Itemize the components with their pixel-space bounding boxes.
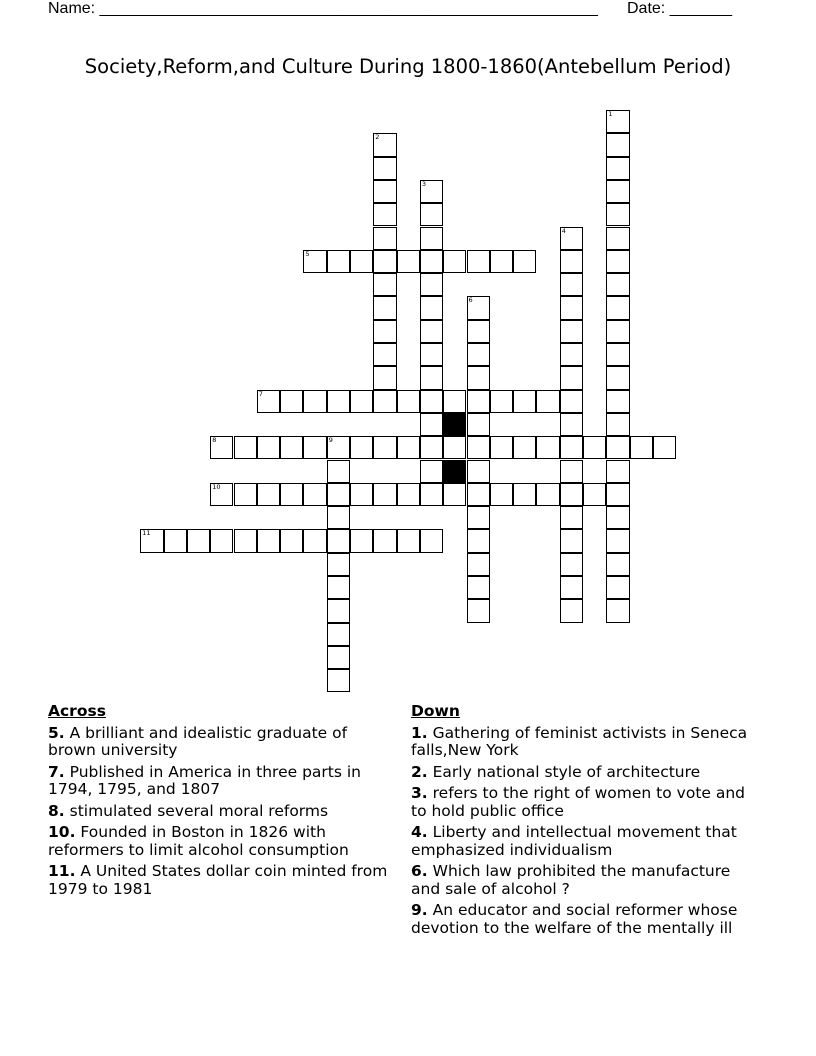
clue-number: 1 — [608, 110, 613, 118]
grid-cell[interactable] — [560, 390, 583, 413]
grid-cell[interactable] — [606, 390, 629, 413]
clue-number: 11 — [142, 529, 151, 538]
grid-cell[interactable] — [606, 157, 629, 180]
grid-cell[interactable] — [327, 669, 350, 692]
across-clue: 8. stimulated several moral reforms — [48, 801, 329, 820]
page-title: Society,Reform,and Culture During 1800-1860(Antebellum Period) — [84, 55, 732, 78]
clue-number: 2 — [375, 133, 380, 142]
grid-cell[interactable] — [560, 506, 583, 529]
grid-cell[interactable] — [606, 320, 629, 343]
grid-cell[interactable] — [420, 180, 443, 203]
grid-cell[interactable] — [373, 250, 396, 273]
grid-cell[interactable] — [560, 436, 583, 459]
grid-cell[interactable] — [350, 436, 373, 459]
grid-cell[interactable] — [257, 483, 280, 506]
clue-number: 4 — [561, 226, 566, 235]
grid-cell[interactable] — [606, 460, 629, 483]
grid-cell[interactable] — [420, 227, 443, 250]
grid-cell[interactable] — [327, 553, 350, 576]
grid-cell[interactable] — [467, 250, 490, 273]
grid-cell[interactable] — [560, 529, 583, 552]
grid-cell[interactable] — [560, 320, 583, 343]
down-clue: 9. An educator and social reformer whose devotion to the welfare of the mentally ill — [411, 901, 738, 937]
grid-cell[interactable] — [397, 483, 420, 506]
clue-number: 9 — [328, 436, 333, 445]
grid-cell[interactable] — [234, 436, 257, 459]
grid-cell[interactable] — [303, 250, 326, 273]
down-heading: Down — [411, 702, 460, 720]
grid-cell[interactable] — [420, 296, 443, 319]
grid-cell[interactable] — [350, 390, 373, 413]
grid-cell[interactable] — [490, 250, 513, 273]
grid-cell[interactable] — [420, 273, 443, 296]
grid-cell[interactable] — [560, 250, 583, 273]
grid-cell[interactable] — [280, 436, 303, 459]
grid-cell[interactable] — [467, 436, 490, 459]
grid-cell[interactable] — [420, 460, 443, 483]
grid-cell[interactable] — [606, 296, 629, 319]
across-clue: 7. Published in America in three parts in 1794, 1795, and 1807 — [48, 762, 362, 798]
grid-cell[interactable] — [420, 483, 443, 506]
clue-number: 5 — [305, 249, 310, 258]
grid-cell[interactable] — [187, 529, 210, 552]
grid-cell[interactable] — [280, 483, 303, 506]
grid-cell[interactable] — [373, 296, 396, 319]
grid-cell[interactable] — [350, 250, 373, 273]
grid-cell[interactable] — [420, 343, 443, 366]
grid-cell[interactable] — [513, 390, 536, 413]
grid-cell[interactable] — [583, 436, 606, 459]
across-clue: 5. A brilliant and idealistic graduate of brown university — [48, 723, 348, 759]
grid-cell[interactable] — [303, 390, 326, 413]
grid-cell[interactable] — [560, 553, 583, 576]
grid-cell[interactable] — [373, 273, 396, 296]
grid-cell[interactable] — [420, 203, 443, 226]
across-clues — [48, 703, 388, 902]
clue-number: 7 — [258, 389, 263, 398]
grid-cell[interactable] — [397, 436, 420, 459]
grid-cell[interactable] — [280, 390, 303, 413]
grid-cell[interactable] — [606, 506, 629, 529]
grid-cell[interactable] — [467, 366, 490, 389]
grid-cell[interactable] — [234, 483, 257, 506]
grid-cell[interactable] — [350, 529, 373, 552]
grid-cell[interactable] — [536, 483, 559, 506]
grid-cell[interactable] — [467, 413, 490, 436]
grid-cell[interactable] — [303, 483, 326, 506]
grid-cell[interactable] — [560, 599, 583, 622]
date-field[interactable]: Date: _______ — [627, 0, 732, 17]
grid-cell[interactable] — [257, 436, 280, 459]
grid-cell[interactable] — [606, 343, 629, 366]
down-clues — [411, 703, 761, 941]
grid-cell[interactable] — [303, 529, 326, 552]
down-clue: 3. refers to the right of women to vote and to hold public office — [411, 784, 746, 820]
grid-cell[interactable] — [467, 343, 490, 366]
grid-cell[interactable] — [606, 110, 629, 133]
grid-cell[interactable] — [140, 529, 163, 552]
grid-cell[interactable] — [560, 296, 583, 319]
grid-cell[interactable] — [373, 483, 396, 506]
grid-cell[interactable] — [327, 529, 350, 552]
grid-cell[interactable] — [420, 366, 443, 389]
grid-cell[interactable] — [467, 390, 490, 413]
black-cell — [443, 460, 466, 483]
grid-cell[interactable] — [443, 390, 466, 413]
grid-cell[interactable] — [467, 320, 490, 343]
grid-cell[interactable] — [467, 576, 490, 599]
grid-cell[interactable] — [373, 366, 396, 389]
grid-cell[interactable] — [373, 320, 396, 343]
grid-cell[interactable] — [397, 529, 420, 552]
grid-cell[interactable] — [373, 133, 396, 156]
grid-cell[interactable] — [327, 646, 350, 669]
grid-cell[interactable] — [490, 436, 513, 459]
grid-cell[interactable] — [210, 483, 233, 506]
grid-cell[interactable] — [443, 436, 466, 459]
grid-cell[interactable] — [606, 413, 629, 436]
grid-cell[interactable] — [327, 460, 350, 483]
grid-cell[interactable] — [327, 483, 350, 506]
grid-cell[interactable] — [606, 436, 629, 459]
grid-cell[interactable] — [606, 273, 629, 296]
across-heading: Across — [48, 702, 106, 720]
name-field[interactable]: Name: ________________________________________________________ — [48, 0, 598, 17]
grid-cell[interactable] — [373, 436, 396, 459]
down-clue: 6. Which law prohibited the manufacture and sale of alcohol ? — [411, 862, 731, 898]
down-clue: 1. Gathering of feminist activists in Seneca falls,New York — [411, 723, 748, 759]
grid-cell[interactable] — [606, 529, 629, 552]
grid-cell[interactable] — [327, 599, 350, 622]
grid-cell[interactable] — [327, 506, 350, 529]
grid-cell[interactable] — [373, 390, 396, 413]
grid-cell[interactable] — [257, 529, 280, 552]
clue-number: 3 — [421, 179, 427, 188]
grid-cell[interactable] — [373, 157, 396, 180]
grid-cell[interactable] — [560, 483, 583, 506]
grid-cell[interactable] — [397, 390, 420, 413]
grid-cell[interactable] — [467, 460, 490, 483]
grid-cell[interactable] — [420, 436, 443, 459]
down-clue: 4. Liberty and intellectual movement that emphasized individualism — [411, 823, 737, 859]
grid-cell[interactable] — [257, 390, 280, 413]
grid-cell[interactable] — [560, 413, 583, 436]
grid-cell[interactable] — [653, 436, 676, 459]
clue-number: 10 — [212, 482, 221, 491]
grid-cell[interactable] — [467, 296, 490, 319]
grid-cell[interactable] — [164, 529, 187, 552]
grid-cell[interactable] — [490, 483, 513, 506]
grid-cell[interactable] — [513, 436, 536, 459]
grid-cell[interactable] — [420, 529, 443, 552]
grid-cell[interactable] — [397, 250, 420, 273]
grid-cell[interactable] — [420, 390, 443, 413]
grid-cell[interactable] — [467, 599, 490, 622]
grid-cell[interactable] — [443, 250, 466, 273]
across-clue: 11. A United States dollar coin minted from 1979 to 1981 — [48, 862, 388, 898]
grid-cell[interactable] — [606, 576, 629, 599]
grid-cell[interactable] — [536, 436, 559, 459]
grid-cell[interactable] — [467, 553, 490, 576]
clue-number: 8 — [212, 436, 217, 445]
grid-cell[interactable] — [443, 483, 466, 506]
grid-cell[interactable] — [583, 483, 606, 506]
grid-cell[interactable] — [560, 366, 583, 389]
grid-cell[interactable] — [327, 390, 350, 413]
grid-cell[interactable] — [560, 460, 583, 483]
grid-cell[interactable] — [373, 529, 396, 552]
grid-cell[interactable] — [327, 436, 350, 459]
grid-cell[interactable] — [606, 366, 629, 389]
grid-cell[interactable] — [467, 529, 490, 552]
grid-cell[interactable] — [467, 483, 490, 506]
grid-cell[interactable] — [606, 133, 629, 156]
clue-number: 6 — [468, 296, 473, 305]
grid-cell[interactable] — [630, 436, 653, 459]
grid-cell[interactable] — [420, 320, 443, 343]
grid-cell[interactable] — [373, 227, 396, 250]
grid-cell[interactable] — [420, 250, 443, 273]
grid-cell[interactable] — [560, 227, 583, 250]
grid-cell[interactable] — [606, 599, 629, 622]
down-clue: 2. Early national style of architecture — [411, 762, 701, 781]
grid-cell[interactable] — [327, 250, 350, 273]
grid-cell[interactable] — [606, 250, 629, 273]
grid-cell[interactable] — [373, 343, 396, 366]
grid-cell[interactable] — [234, 529, 257, 552]
across-clue: 10. Founded in Boston in 1826 with reformers to limit alcohol consumption — [48, 823, 349, 859]
grid-cell[interactable] — [280, 529, 303, 552]
grid-cell[interactable] — [560, 273, 583, 296]
grid-cell[interactable] — [606, 203, 629, 226]
grid-cell[interactable] — [490, 390, 513, 413]
grid-cell[interactable] — [210, 529, 233, 552]
grid-cell[interactable] — [350, 483, 373, 506]
grid-cell[interactable] — [210, 436, 233, 459]
grid-cell[interactable] — [606, 227, 629, 250]
black-cell — [443, 413, 466, 436]
grid-cell[interactable] — [327, 623, 350, 646]
grid-cell[interactable] — [513, 483, 536, 506]
grid-cell[interactable] — [373, 203, 396, 226]
grid-cell[interactable] — [560, 343, 583, 366]
grid-cell[interactable] — [513, 250, 536, 273]
grid-cell[interactable] — [606, 180, 629, 203]
grid-cell[interactable] — [327, 576, 350, 599]
grid-cell[interactable] — [560, 576, 583, 599]
grid-cell[interactable] — [373, 180, 396, 203]
grid-cell[interactable] — [303, 436, 326, 459]
grid-cell[interactable] — [606, 483, 629, 506]
grid-cell[interactable] — [606, 553, 629, 576]
grid-cell[interactable] — [467, 506, 490, 529]
grid-cell[interactable] — [536, 390, 559, 413]
grid-cell[interactable] — [420, 413, 443, 436]
